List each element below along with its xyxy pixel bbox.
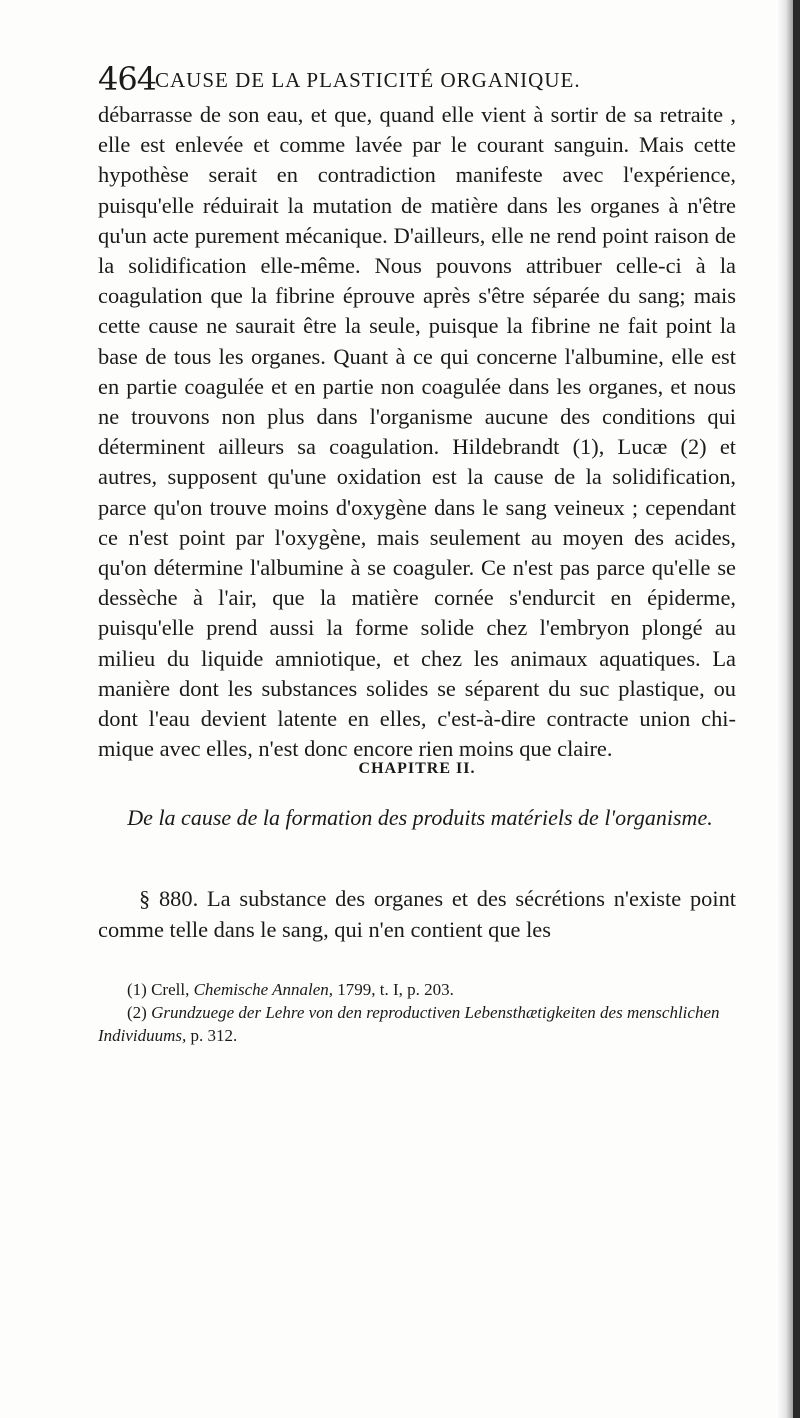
footnote-2 xyxy=(98,1001,736,1047)
binding-edge xyxy=(793,0,800,1418)
footnote-author: Crell, xyxy=(151,980,190,999)
footnotes xyxy=(98,978,736,1047)
footnote-1 xyxy=(98,978,736,1001)
page-number: 464 xyxy=(98,60,157,98)
footnote-details: p. 312. xyxy=(190,1026,238,1045)
chapter-heading: CHAPITRE II. xyxy=(358,760,476,777)
footnote-title: Chemische Annalen, xyxy=(193,980,334,999)
chapter-title: De la cause de la formation des produits matériels de l'organisme. xyxy=(127,805,713,830)
running-title: CAUSE DE LA PLASTICITÉ ORGANIQUE. xyxy=(155,68,581,92)
running-header xyxy=(98,58,738,98)
footnote-details: 1799, t. I, p. 203. xyxy=(337,980,454,999)
body-paragraph: débarrasse de son eau, et que, quand elle vient à sortir de sa retraite , elle est enlevée et comme lavée par le courant sanguin. Mais cette hypothèse serait en contradiction manifeste avec l'expérience, puisqu'elle réduirait la mutation de matière dans les organes à n'être qu'un acte purement mécanique. D'ailleurs, elle ne rend point raison de la solidification elle-même. Nous pouvons attribuer celle-ci à la coagulation que la fibrine éprouve après s'être séparée du sang; mais cette cause ne saurait être la seule, puisque la fibrine ne fait point la base de tous les organes. Quant à ce qui concerne l'albumine, elle est en partie coagulée et en partie non coagulée dans les organes, et nous ne trouvons non plus dans l'organisme aucune des conditions qui déterminent ailleurs sa coagulation. Hildebrandt (1), Lucæ (2) et autres, supposent qu'une oxidation est la cause de la solidification, parce qu'on trouve moins d'oxygène dans le sang veineux ; cependant ce n'est point par l'oxygène, mais seulement au moyen des acides, qu'on détermine l'albumine à se coaguler. Ce n'est pas parce qu'elle se dessèche à l'air, que la matière cornée s'endurcit en épiderme, puisqu'elle prend aussi la forme solide chez l'embryon plongé au milieu du liquide amniotique, et chez les animaux aquatiques. La manière dont les substances solides se séparent du suc plastique, ou dont l'eau devient latente en elles, c'est-à-dire contracte union chimique avec elles, n'est donc encore rien moins que claire. xyxy=(98,102,736,762)
section-paragraph: § 880. La substance des organes et des sécrétions n'existe point comme telle dans le sang, qui n'en contient que les xyxy=(98,886,736,942)
footnote-marker: (1) xyxy=(127,980,147,999)
footnote-marker: (2) xyxy=(127,1003,147,1022)
footnote-title: Grundzuege der Lehre von den reproductiven Lebensthætigkeiten des menschlichen Individuums, xyxy=(98,1003,720,1045)
